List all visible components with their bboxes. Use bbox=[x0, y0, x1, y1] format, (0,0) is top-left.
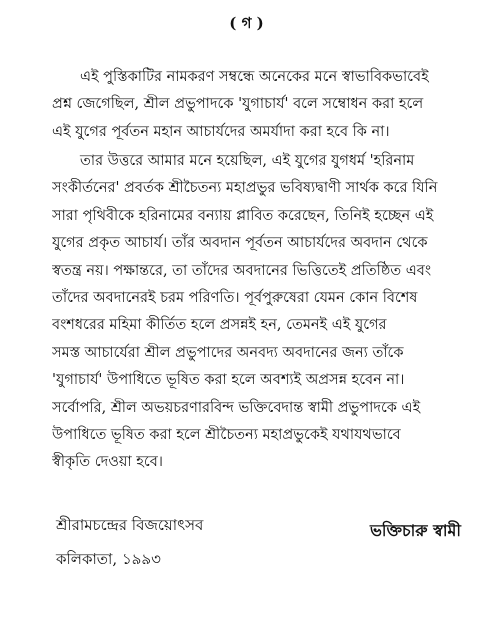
paragraph-text bbox=[52, 148, 468, 477]
text-line: সর্বোপরি, শ্রীল অভয়চরণারবিন্দ ভক্তিবেদান্ত স্বামী প্রভুপাদকে এই bbox=[52, 399, 421, 416]
text-line: স্বীকৃতি দেওয়া হবে। bbox=[52, 454, 163, 471]
text-line: প্রশ্ন জেগেছিল, শ্রীল প্রভুপাদকে 'যুগাচার্য' বলে সম্বোধন করা হলে bbox=[52, 96, 424, 113]
text-line: উপাধিতে ভূষিত করা হলে শ্রীচৈতন্য মহাপ্রভুকেই যথাযথভাবে bbox=[52, 427, 401, 444]
text-line: এই যুগের পূর্বতন মহান আচার্যদের অমর্যাদা করা হবে কি না। bbox=[52, 123, 390, 140]
text-line: যুগের প্রকৃত আচার্য। তাঁর অবদান পূর্বতন আচার্যদের অবদান থেকে bbox=[52, 235, 428, 252]
text-line: স্বতন্ত্র নয়। পক্ষান্তরে, তা তাঁদের অবদানের ভিত্তিতেই প্রতিষ্ঠিত এবং bbox=[52, 262, 432, 279]
text-line: 'যুগাচার্য' উপাধিতে ভূষিত করা হলে অবশ্যই অপ্রসন্ন হবেন না। bbox=[52, 372, 405, 389]
page-number: ( গ ) bbox=[229, 14, 264, 32]
paragraph-text bbox=[52, 64, 468, 146]
text-line: তাঁদের অবদানেরই চরম পরিণতি। পূর্বপুরুষেরা যেমন কোন বিশেষ bbox=[52, 290, 418, 307]
signature-place-date: কলিকাতা, ১৯৯৩ bbox=[56, 550, 161, 568]
text-line: সারা পৃথিবীকে হরিনামের বন্যায় প্লাবিত করেছেন, তিনিই হচ্ছেন এই bbox=[52, 207, 434, 224]
paragraph-2 bbox=[52, 148, 468, 477]
text-line: এই পুস্তিকাটির নামকরণ সম্বন্ধে অনেকের মনে স্বাভাবিকভাবেই bbox=[80, 69, 429, 85]
text-line: সংকীর্তনের' প্রবর্তক শ্রীচৈতন্য মহাপ্রভুর ভবিষ্যদ্বাণী সার্থক করে যিনি bbox=[52, 180, 438, 197]
text-line: তার উত্তরে আমার মনে হয়েছিল, এই যুগের যুগধর্ম 'হরিনাম bbox=[80, 153, 415, 169]
paragraph-1 bbox=[52, 64, 468, 146]
text-line: বংশধরের মহিমা কীর্তিত হলে প্রসন্নই হন, তেমনই এই যুগের bbox=[52, 317, 387, 334]
text-line: সমস্ত আচার্যেরা শ্রীল প্রভুপাদের অনবদ্য অবদানের জন্য তাঁকে bbox=[52, 344, 404, 361]
signature-occasion: শ্রীরামচন্দ্রের বিজয়োৎসব bbox=[56, 516, 204, 534]
signature-author: ভক্তিচারু স্বামী bbox=[369, 521, 461, 540]
